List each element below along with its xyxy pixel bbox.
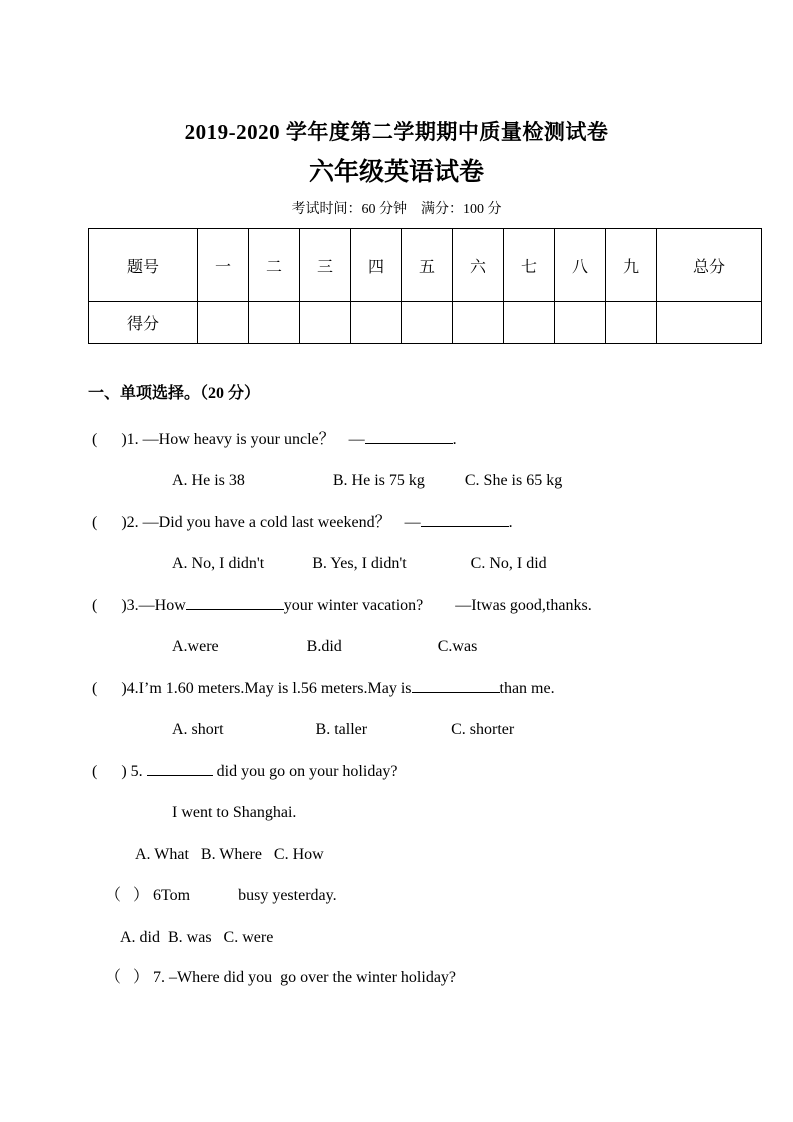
question-2 [0, 511, 793, 576]
question-5 [0, 760, 793, 867]
question-1-stem [0, 428, 793, 452]
question-4-stem-text: ( )4.I’m 1.60 meters.May is l.56 meters.May is [92, 680, 412, 697]
score-cell-5[interactable] [402, 302, 453, 344]
score-table-col-8: 八 [555, 229, 606, 302]
exam-info-line: 考试时间：60 分钟 满分：100 分 [291, 202, 502, 217]
score-cell-8[interactable] [555, 302, 606, 344]
question-6-stem: （ ） 6Tom busy yesterday. [105, 887, 337, 904]
question-3-stem-tail: —Itwas good,thanks. [423, 597, 592, 614]
score-table-col-5: 五 [402, 229, 453, 302]
question-3-options[interactable]: A.were B.did C.was [172, 638, 478, 655]
score-cell-1[interactable] [198, 302, 249, 344]
score-cell-2[interactable] [249, 302, 300, 344]
section-heading-1: 一、单项选择。（20 分） [88, 385, 261, 402]
question-4-stem [0, 677, 793, 701]
question-5-stem [0, 760, 793, 784]
question-5-stem-text: ( ) 5. [92, 763, 147, 780]
table-row [89, 229, 762, 302]
question-3 [0, 594, 793, 659]
score-table-col-2: 二 [249, 229, 300, 302]
question-4-options[interactable]: A. short B. taller C. shorter [172, 721, 515, 738]
score-cell-4[interactable] [351, 302, 402, 344]
table-row [89, 302, 762, 344]
question-2-options[interactable]: A. No, I didn't B. Yes, I didn't C. No, I did [172, 555, 547, 572]
score-cell-9[interactable] [606, 302, 657, 344]
question-2-answer-blank[interactable] [421, 512, 509, 527]
question-5-continuation: I went to Shanghai. [172, 804, 297, 821]
score-table-col-1: 一 [198, 229, 249, 302]
score-table [88, 228, 756, 344]
question-3-answer-blank[interactable] [186, 595, 284, 610]
question-1 [0, 428, 793, 493]
question-1-dash: — [348, 431, 365, 448]
score-table-row-label-question: 题号 [89, 229, 198, 302]
question-3-stem [0, 594, 793, 618]
question-1-stem-tail: . [452, 431, 457, 448]
score-table-col-3: 三 [300, 229, 351, 302]
question-2-dash: — [404, 514, 421, 531]
question-5-stem-suffix: did you go on your holiday? [212, 763, 398, 780]
score-cell-3[interactable] [300, 302, 351, 344]
question-7-stem: （ ） 7. –Where did you go over the winter holiday? [105, 969, 457, 986]
question-2-stem-text: ( )2. —Did you have a cold last weekend？ [92, 514, 391, 531]
question-5-answer-blank[interactable] [147, 761, 213, 776]
question-6-options[interactable]: A. did B. was C. were [120, 929, 274, 946]
question-5-options[interactable]: A. What B. Where C. How [135, 846, 324, 863]
question-4 [0, 677, 793, 742]
score-table-col-total: 总分 [657, 229, 762, 302]
question-7 [0, 966, 793, 990]
question-1-options[interactable]: A. He is 38 B. He is 75 kg C. She is 65 kg [172, 472, 563, 489]
question-3-stem-suffix: your winter vacation? [283, 597, 424, 614]
question-3-stem-text: ( )3.—How [92, 597, 186, 614]
question-2-stem [0, 511, 793, 535]
score-table-col-4: 四 [351, 229, 402, 302]
score-cell-7[interactable] [504, 302, 555, 344]
score-table-col-6: 六 [453, 229, 504, 302]
score-table-col-7: 七 [504, 229, 555, 302]
score-cell-total[interactable] [657, 302, 762, 344]
score-cell-6[interactable] [453, 302, 504, 344]
question-6 [0, 884, 793, 950]
question-2-stem-tail: . [508, 514, 513, 531]
question-4-answer-blank[interactable] [412, 678, 500, 693]
question-1-stem-text: ( )1. —How heavy is your uncle？ [92, 431, 335, 448]
score-table-row-label-score: 得分 [89, 302, 198, 344]
question-4-stem-suffix: than me. [499, 680, 555, 697]
score-table-col-9: 九 [606, 229, 657, 302]
question-1-answer-blank[interactable] [365, 429, 453, 444]
page-title: 2019-2020 学年度第二学期期中质量检测试卷 [184, 120, 609, 144]
page-subtitle: 六年级英语试卷 [308, 157, 484, 186]
